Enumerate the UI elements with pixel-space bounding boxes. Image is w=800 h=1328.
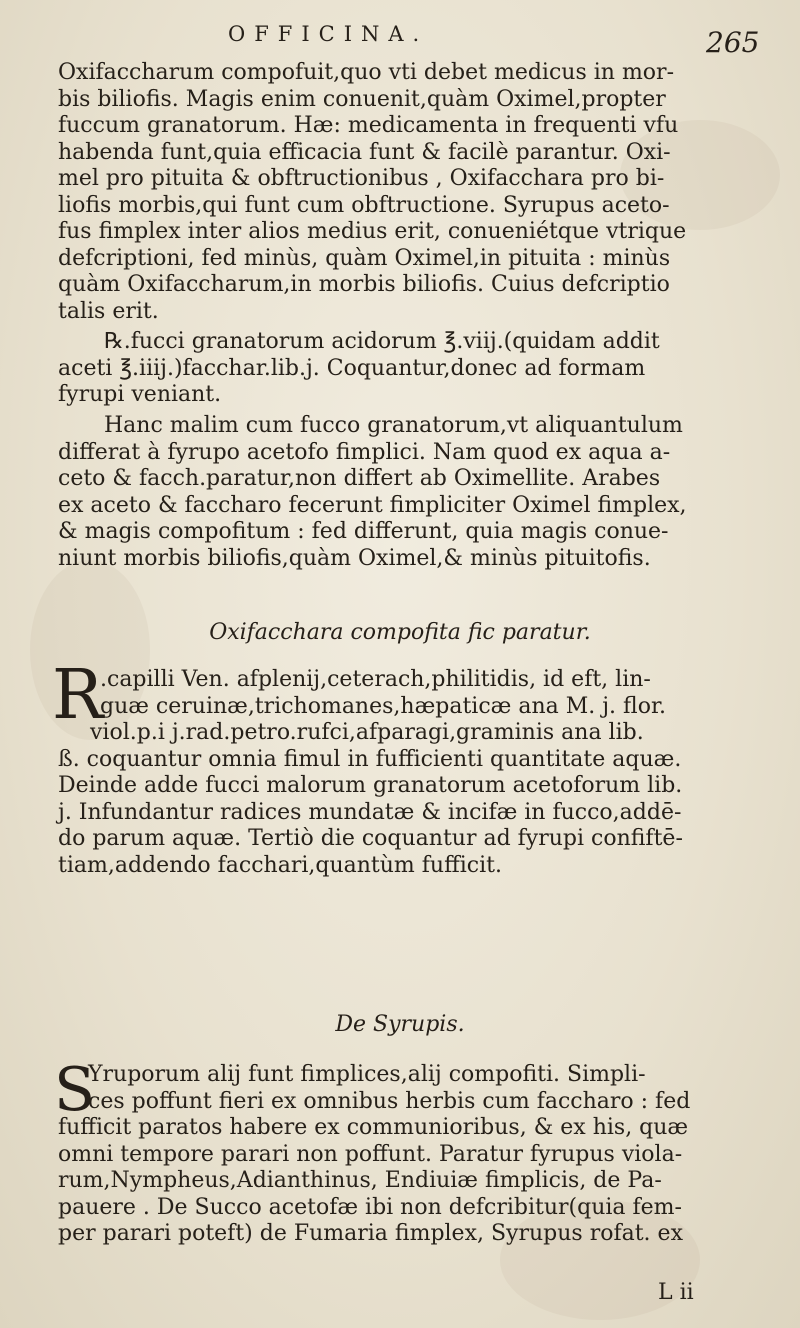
section-heading: De Syrupis. [335, 1012, 465, 1037]
text-line: fufficit paratos habere ex communioribus, & ex his, quæ [58, 1115, 689, 1140]
text-line: Yruporum alij funt fimplices,alij compofiti. Simpli- [88, 1062, 646, 1087]
catchword-signature: L ii [658, 1280, 694, 1305]
drop-cap: S [54, 1055, 96, 1125]
text-line: ß. coquantur omnia fimul in fufficienti quantitate aquæ. [58, 746, 682, 772]
paragraph-hanc-malim [58, 413, 773, 572]
text-line: Deinde adde fucci malorum granatorum acetoforum lib. [58, 773, 683, 798]
text-line: defcriptioni, fed minùs, quàm Oximel,in pituita : minùs [58, 245, 671, 271]
text-line: differat à fyrupo acetofo fimplici. Nam quod ex aqua a- [58, 439, 671, 465]
text-line: pauere . De Succo acetofæ ibi non defcribitur(quia fem- [58, 1194, 682, 1220]
text-line: talis erit. [58, 298, 159, 324]
paragraph-de-syrupis [58, 1062, 773, 1248]
text-line: j. Infundantur radices mundatæ & incifæ in fucco,addē- [58, 799, 682, 825]
recipe-granatorum [58, 329, 773, 409]
text-line: niunt morbis biliofis,quàm Oximel,& minùs pituitofis. [58, 545, 651, 571]
paragraph-oxisaccharum [58, 60, 773, 325]
text-line: viol.p.i j.rad.petro.rufci,afparagi,graminis ana lib. [90, 720, 644, 745]
text-line: ℞.fucci granatorum acidorum ℥.viij.(quidam addit [104, 329, 660, 354]
drop-cap: R [52, 656, 104, 735]
text-line: quàm Oxifaccharum,in morbis biliofis. Cuius defcriptio [58, 272, 670, 297]
text-line: .capilli Ven. afplenij,ceterach,philitidis, id eft, lin- [100, 667, 651, 692]
text-line: liofis morbis,qui funt cum obftructione. Syrupus aceto- [58, 192, 670, 218]
text-line: fyrupi veniant. [58, 382, 222, 407]
text-line: habenda funt,quia efficacia funt & facilè parantur. Oxi- [58, 139, 671, 165]
text-line: omni tempore parari non poffunt. Paratur fyrupus viola- [58, 1141, 683, 1167]
text-line: fuccum granatorum. Hæ: medicamenta in frequenti vfu [58, 113, 679, 138]
text-line: Oxifaccharum compofuit,quo vti debet medicus in mor- [58, 60, 674, 85]
text-line: tiam,addendo facchari,quantùm fufficit. [58, 852, 502, 878]
paragraph-recipe-compound [58, 667, 773, 879]
text-line: & magis compofitum : fed differunt, quia magis conue- [58, 519, 669, 544]
text-line: fus fimplex inter alios medius erit, conueniétque vtrique [58, 219, 687, 244]
text-line: guæ ceruinæ,trichomanes,hæpaticæ ana M. j. flor. [100, 693, 667, 719]
text-line: do parum aquæ. Tertiò die coquantur ad fyrupi confiftē- [58, 826, 683, 851]
text-line: rum,Nympheus,Adianthinus, Endiuiæ fimplicis, de Pa- [58, 1168, 662, 1193]
text-line: bis biliofis. Magis enim conuenit,quàm Oximel,propter [58, 86, 666, 112]
text-line: ces poffunt fieri ex omnibus herbis cum faccharo : fed [88, 1088, 691, 1114]
text-line: per parari poteft) de Fumaria fimplex, Syrupus rofat. ex [58, 1221, 683, 1246]
text-line: mel pro pituita & obftructionibus , Oxifacchara pro bi- [58, 166, 665, 191]
page-number: 265 [706, 26, 760, 59]
running-head: OFFICINA. [228, 22, 429, 46]
text-line: aceti ℥.iiij.)facchar.lib.j. Coquantur,donec ad formam [58, 355, 646, 381]
section-heading: Oxifacchara compofita fic paratur. [209, 620, 591, 645]
text-line: ex aceto & faccharo fecerunt fimpliciter Oximel fimplex, [58, 492, 687, 518]
text-line: Hanc malim cum fucco granatorum,vt aliquantulum [104, 413, 683, 438]
page-header [0, 18, 800, 58]
text-line: ceto & facch.paratur,non differt ab Oximellite. Arabes [58, 466, 661, 491]
